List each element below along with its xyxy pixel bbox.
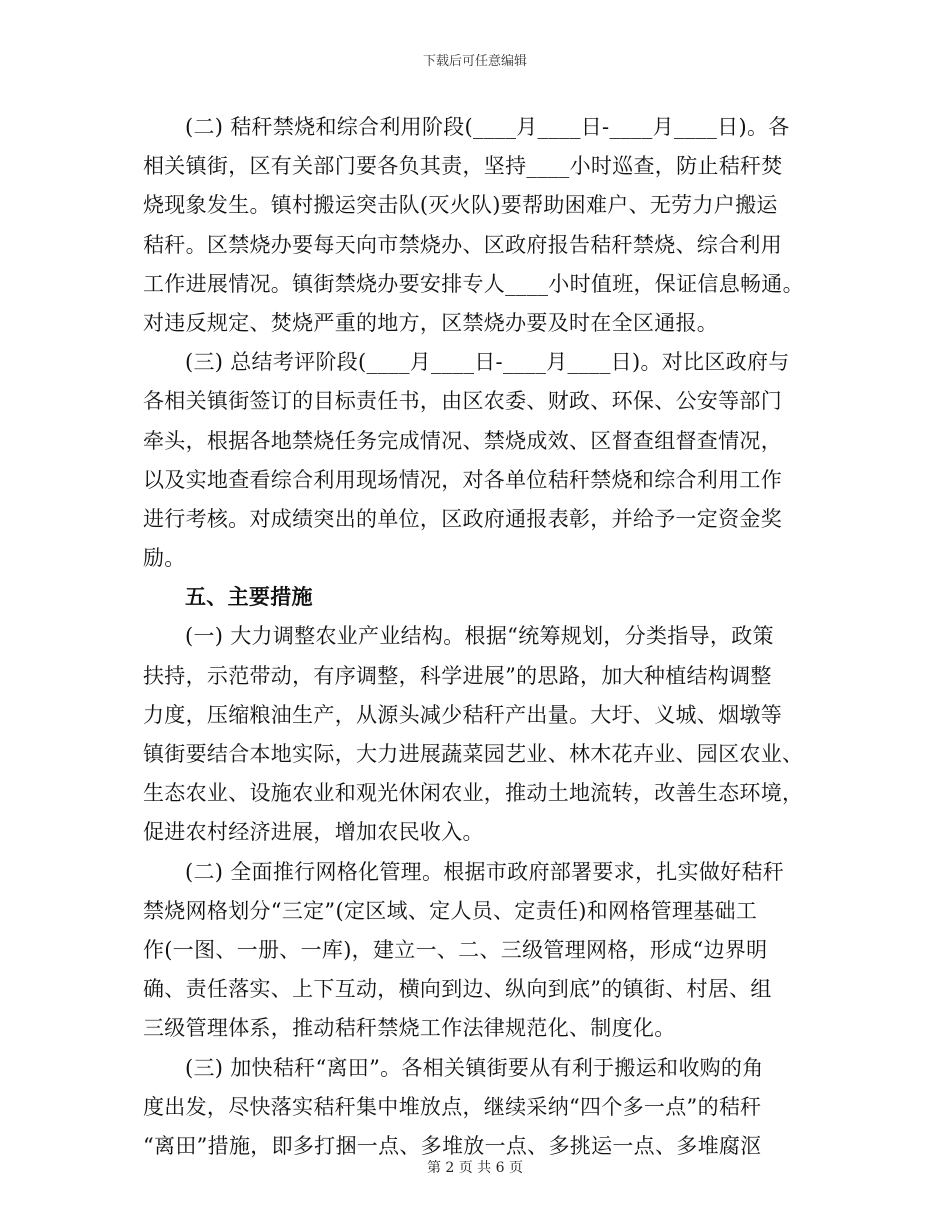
- text-line: 进行考核。对成绩突出的单位，区政府通报表彰，并给予一定资金奖: [143, 506, 782, 531]
- paragraph-measure-one: [143, 617, 807, 852]
- text-line: 烧现象发生。镇村搬运突击队(灭火队)要帮助困难户、无劳力户搬运: [143, 193, 778, 218]
- text-line: 牵头，根据各地禁烧任务完成情况、禁烧成效、区督查组督查情况，: [143, 428, 782, 453]
- text-line: (三) 加快秸秆“离田”。各相关镇街要从有利于搬运和收购的角: [185, 1055, 764, 1080]
- page-header: 下载后可任意编辑: [422, 54, 527, 69]
- text-line: 励。: [143, 546, 186, 571]
- text-line: 各相关镇街签订的目标责任书，由区农委、财政、环保、公安等部门: [143, 389, 782, 414]
- text-line: 三级管理体系，推动秸秆禁烧工作法律规范化、制度化。: [143, 1016, 676, 1041]
- text-line: (一) 大力调整农业产业结构。根据“统筹规划，分类指导，政策: [185, 624, 774, 649]
- text-line: (二) 秸秆禁烧和综合利用阶段(____月____日-____月____日)。各: [185, 115, 790, 139]
- paragraph-stage-three: [143, 343, 807, 578]
- paragraph-measure-three: [143, 1049, 807, 1167]
- document-body: [143, 108, 807, 1166]
- text-line: 对违反规定、焚烧严重的地方，区禁烧办要及时在全区通报。: [143, 310, 719, 335]
- section-heading: 五、主要措施: [185, 585, 313, 610]
- text-line: 禁烧网格划分“三定”(定区域、定人员、定责任)和网格管理基础工: [143, 898, 758, 923]
- text-line: 促进农村经济进展，增加农民收入。: [143, 820, 484, 845]
- text-line: 相关镇街，区有关部门要各负其责，坚持____小时巡查，防止秸秆焚: [143, 154, 783, 179]
- text-line: (二) 全面推行网格化管理。根据市政府部署要求，扎实做好秸秆: [185, 859, 785, 884]
- text-line: 力度，压缩粮油生产，从源头减少秸秆产出量。大圩、义城、烟墩等: [143, 702, 782, 727]
- text-line: 生态农业、设施农业和观光休闲农业，推动土地流转，改善生态环境，: [143, 781, 804, 806]
- text-line: “离田”措施，即多打捆一点、多堆放一点、多挑运一点、多堆腐沤: [143, 1133, 762, 1158]
- text-line: 作(一图、一册、一库)，建立一、二、三级管理网格，形成“边界明: [143, 937, 768, 962]
- text-line: (三) 总结考评阶段(____月____日-____月____日)。对比区政府与: [185, 350, 790, 375]
- text-line: 镇街要结合本地实际，大力进展蔬菜园艺业、林木花卉业、园区农业、: [143, 742, 804, 766]
- text-line: 度出发，尽快落实秸秆集中堆放点，继续采纳“四个多一点”的秸秆: [143, 1094, 762, 1119]
- paragraph-measure-two: [143, 853, 807, 1049]
- paragraph-stage-two: [143, 108, 807, 343]
- text-line: 确、责任落实、上下互动，横向到边、纵向到底”的镇街、村居、组: [143, 977, 772, 1002]
- text-line: 秸秆。区禁烧办要每天向市禁烧办、区政府报告秸秆禁烧、综合利用: [143, 232, 782, 257]
- page-number-footer: 第 2 页 共 6 页: [426, 1160, 524, 1176]
- text-line: 工作进展情况。镇街禁烧办要安排专人____小时值班，保证信息畅通。: [143, 271, 804, 296]
- text-line: 以及实地查看综合利用现场情况，对各单位秸秆禁烧和综合利用工作: [143, 467, 782, 492]
- text-line: 扶持，示范带动，有序调整，科学进展”的思路，加大种植结构调整: [143, 663, 772, 688]
